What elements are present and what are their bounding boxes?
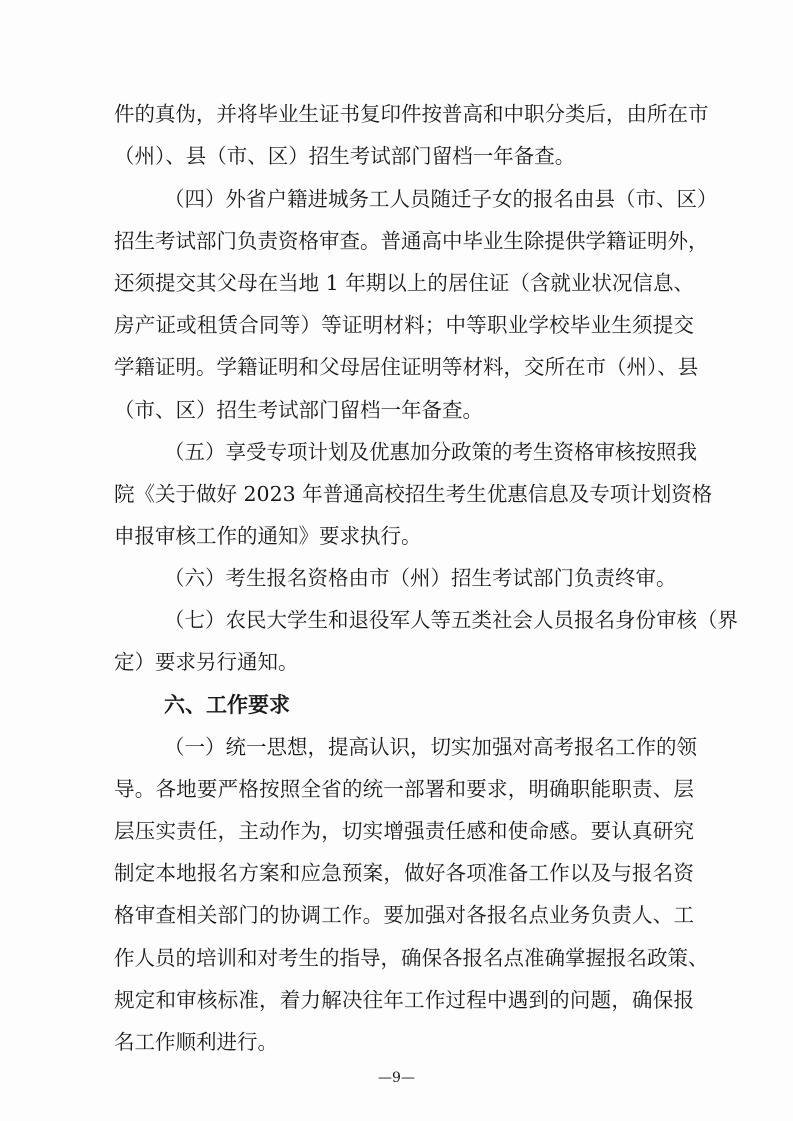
page-number: —9— [378, 1070, 415, 1086]
text-line: 格审查相关部门的协调工作。要加强对各报名点业务负责人、工 [114, 903, 694, 927]
text-line: （州）、县（市、区）招生考试部门留档一年备查。 [114, 144, 576, 168]
text-line: 层压实责任，主动作为，切实增强责任感和使命感。要认真研究 [114, 819, 694, 843]
text-line: 制定本地报名方案和应急预案，做好各项准备工作以及与报名资 [114, 861, 694, 885]
text-line: 学籍证明。学籍证明和父母居住证明等材料，交所在市（州）、县 [114, 355, 699, 379]
section-heading: 六、工作要求 [164, 693, 290, 717]
text-line: 招生考试部门负责资格审查。普通高中毕业生除提供学籍证明外， [114, 229, 709, 253]
text-line: 件的真伪，并将毕业生证书复印件按普高和中职分类后，由所在市 [114, 102, 709, 126]
text-line: 院《关于做好 2023 年普通高校招生考生优惠信息及专项计划资格 [114, 482, 713, 506]
text-line: 名工作顺利进行。 [114, 1030, 278, 1054]
text-line: （五）享受专项计划及优惠加分政策的考生资格审核按照我 [164, 440, 697, 464]
text-line: 导。各地要严格按照全省的统一部署和要求，明确职能职责、层 [114, 777, 694, 801]
text-line: 还须提交其父母在当地 1 年期以上的居住证（含就业状况信息、 [114, 271, 694, 295]
text-line: 作人员的培训和对考生的指导，确保各报名点准确掌握报名政策、 [114, 946, 709, 970]
text-line: （六）考生报名资格由市（州）招生考试部门负责终审。 [164, 566, 677, 590]
text-line: 规定和审核标准，着力解决往年工作过程中遇到的问题，确保报 [114, 988, 694, 1012]
text-line: 申报审核工作的通知》要求执行。 [114, 524, 422, 548]
text-line: 定）要求另行通知。 [114, 650, 299, 674]
text-line: （一）统一思想，提高认识，切实加强对高考报名工作的领 [164, 735, 697, 759]
text-line: （七）农民大学生和退役军人等五类社会人员报名身份审核（界 [164, 608, 738, 632]
text-line: （市、区）招生考试部门留档一年备查。 [114, 398, 483, 422]
text-line: 房产证或租赁合同等）等证明材料；中等职业学校毕业生须提交 [114, 313, 694, 337]
text-line: （四）外省户籍进城务工人员随迁子女的报名由县（市、区） [164, 187, 718, 211]
